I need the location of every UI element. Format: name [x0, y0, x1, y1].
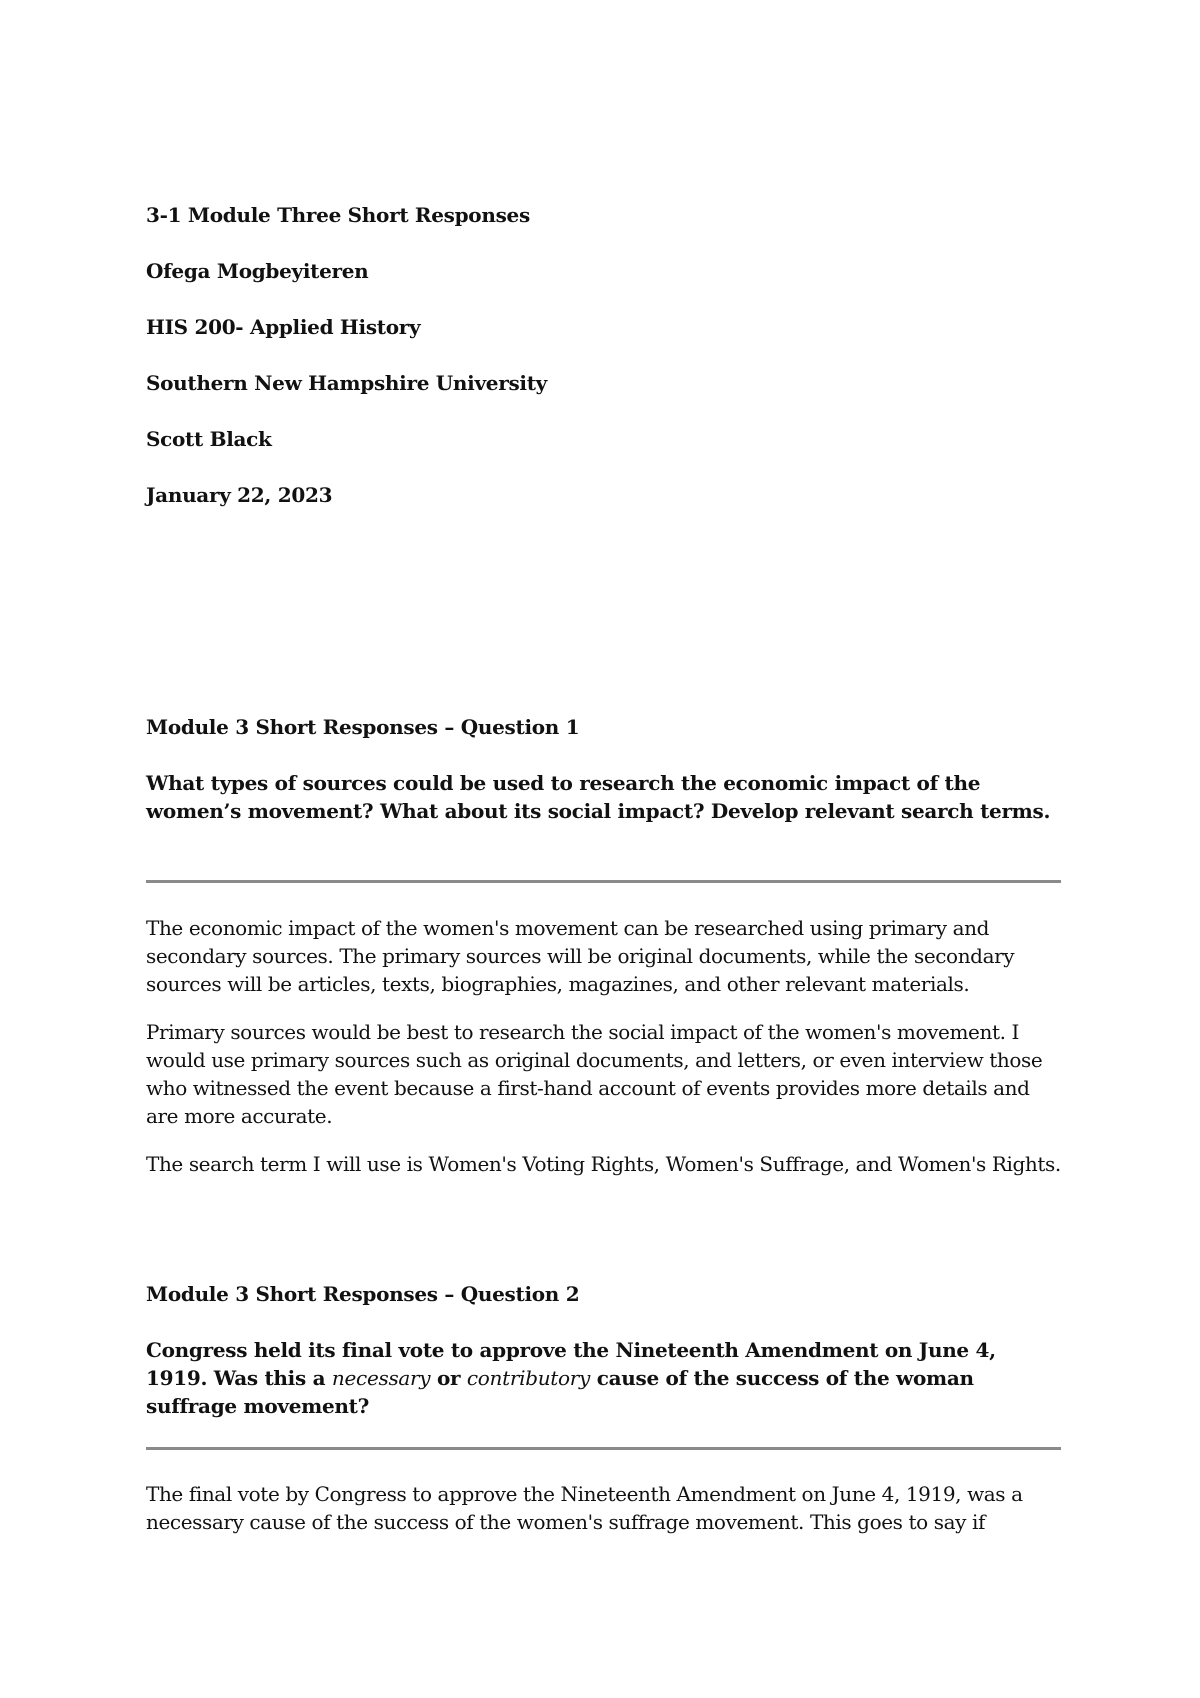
answer-2-paragraph-1: The final vote by Congress to approve the Nineteenth Amendment on June 4, 1919, was a necessary cause of the success of the women's suffrage movement. This goes to say if	[146, 1482, 1023, 1534]
question-2-prompt-necessary: necessary	[331, 1366, 431, 1390]
answer-1-paragraph-1: The economic impact of the women's movement can be researched using primary and secondary sources. The primary sources will be original documents, while the secondary sources will be articles, texts, biographies, magazines, and other relevant materials.	[146, 916, 1015, 996]
question-2-heading: Module 3 Short Responses – Question 2	[146, 1282, 580, 1306]
question-1-heading: Module 3 Short Responses – Question 1	[146, 715, 580, 739]
submission-date: January 22, 2023	[146, 483, 333, 507]
question-2-divider	[146, 1447, 1061, 1450]
question-1-section	[146, 715, 1061, 825]
question-2-prompt-part-2: or	[430, 1366, 467, 1390]
question-2-prompt-contributory: contributory	[466, 1366, 591, 1390]
question-1-prompt: What types of sources could be used to research the economic impact of the women’s movement? What about its social impact? Develop relevant search terms.	[146, 771, 1051, 823]
question-2-section	[146, 1282, 1061, 1420]
assignment-title: 3-1 Module Three Short Responses	[146, 203, 530, 227]
author-name: Ofega Mogbeyiteren	[146, 259, 369, 283]
question-1-divider	[146, 880, 1061, 883]
question-2-prompt-part-1: Congress held its final vote to approve the Nineteenth Amendment on June 4, 1919. Was this a	[146, 1338, 996, 1390]
answer-1-paragraph-3: The search term I will use is Women's Voting Rights, Women's Suffrage, and Women's Rights.	[146, 1152, 1061, 1176]
instructor-name: Scott Black	[146, 427, 272, 451]
answer-1-paragraph-2: Primary sources would be best to research the social impact of the women's movement. I would use primary sources such as original documents, and letters, or even interview those who witnessed the event because a first-hand account of events provides more details and are more accurate.	[146, 1020, 1043, 1128]
question-1-answer	[146, 914, 1061, 1198]
question-2-prompt	[146, 1336, 1061, 1420]
course-name: HIS 200- Applied History	[146, 315, 421, 339]
title-page-block	[146, 203, 1046, 539]
question-2-answer	[146, 1480, 1061, 1556]
question-2-prompt-part-3: cause of the success of the woman suffrage movement?	[146, 1366, 974, 1418]
university-name: Southern New Hampshire University	[146, 371, 547, 395]
